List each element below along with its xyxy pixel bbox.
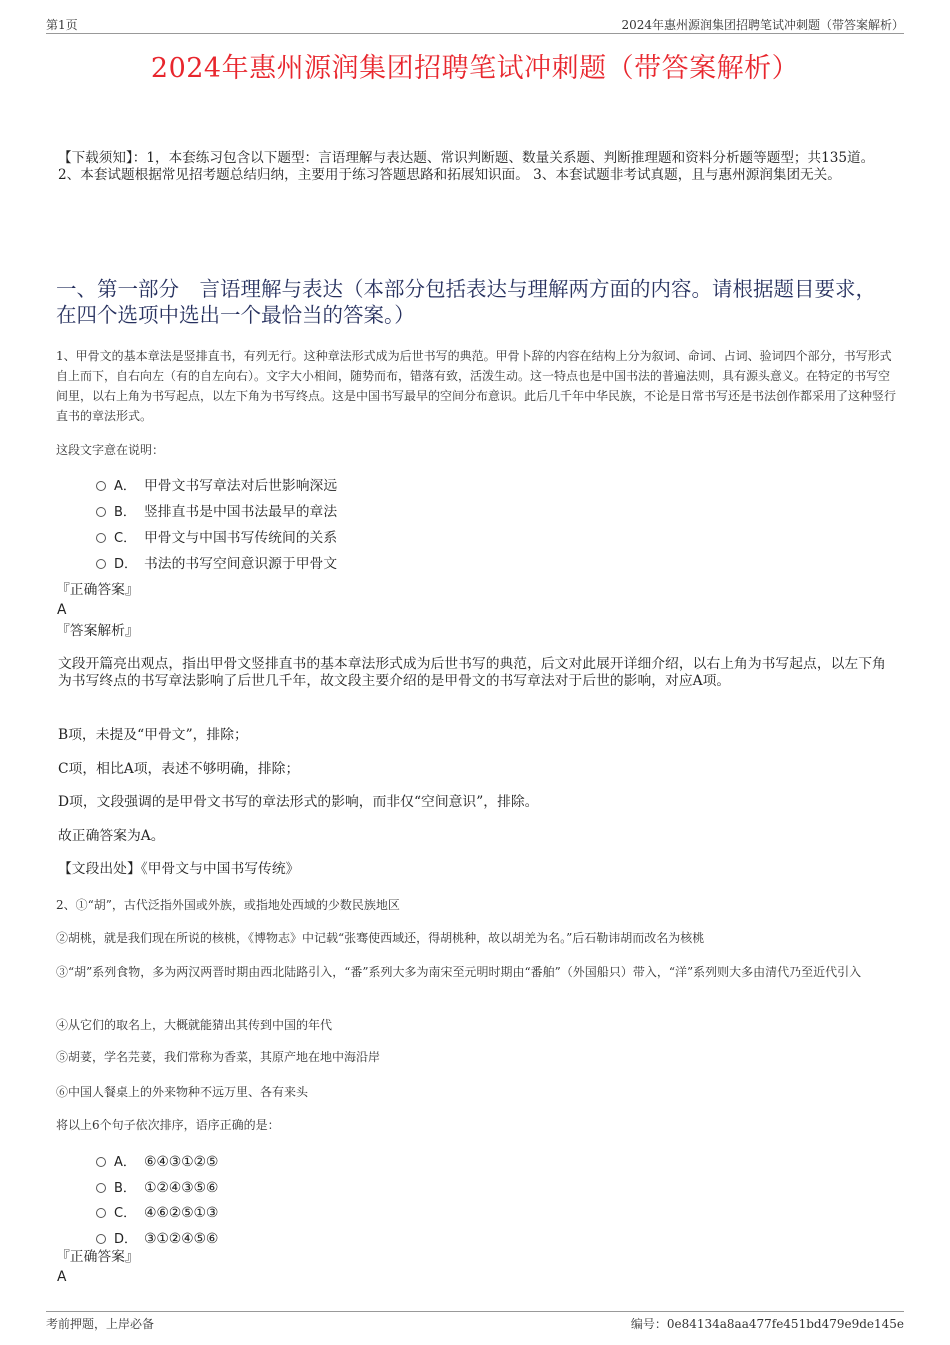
option-letter: B． <box>114 1181 136 1196</box>
q2-line-4: ④从它们的取名上，大概就能猜出其传到中国的年代 <box>56 1018 333 1032</box>
header-rule <box>46 33 904 34</box>
q1-option-c[interactable] <box>96 528 337 548</box>
radio-icon[interactable] <box>96 1234 106 1244</box>
section-heading: 一、第一部分 言语理解与表达（本部分包括表达与理解两方面的内容。请根据题目要求，在四个选项中选出一个最恰当的答案。） <box>56 277 876 327</box>
footer-rule <box>46 1311 904 1312</box>
q2-answer: A <box>57 1269 67 1285</box>
option-letter: B． <box>114 505 136 520</box>
q1-option-d[interactable] <box>96 554 337 574</box>
option-letter: D． <box>114 1232 138 1247</box>
footer-slogan: 考前押题，上岸必备 <box>46 1317 155 1331</box>
q2-answer-label: 『正确答案』 <box>56 1249 139 1265</box>
page-number: 第1页 <box>46 18 78 32</box>
q2-line-2: ②胡桃，就是我们现在所说的核桃，《博物志》中记载“张骞使西域还，得胡桃种，故以胡羌为名。”后石勒讳胡而改名为核桃 <box>56 931 705 945</box>
q2-option-c[interactable] <box>96 1203 218 1223</box>
q1-analysis-label: 『答案解析』 <box>56 623 139 639</box>
page-title: 2024年惠州源润集团招聘笔试冲刺题（带答案解析） <box>150 53 800 84</box>
radio-icon[interactable] <box>96 1208 106 1218</box>
q1-analysis-b: B项，未提及“甲骨文”，排除； <box>58 727 248 743</box>
q1-answer: A <box>57 602 67 618</box>
option-text: ①②④③⑤⑥ <box>144 1180 219 1196</box>
radio-icon[interactable] <box>96 533 106 543</box>
option-text: ④⑥②⑤①③ <box>144 1205 219 1221</box>
option-letter: D． <box>114 557 138 572</box>
q2-line-6: ⑥中国人餐桌上的外来物种不远万里、各有来头 <box>56 1085 309 1099</box>
radio-icon[interactable] <box>96 559 106 569</box>
q1-source: 【文段出处】《甲骨文与中国书写传统》 <box>58 861 300 877</box>
option-text: 甲骨文书写章法对后世影响深远 <box>144 478 338 494</box>
q1-answer-label: 『正确答案』 <box>56 582 139 598</box>
q2-line-5: ⑤胡荽，学名芫荽，我们常称为香菜，其原产地在地中海沿岸 <box>56 1050 381 1064</box>
q2-option-b[interactable] <box>96 1178 218 1198</box>
q2-line-3: ③“胡”系列食物，多为两汉两晋时期由西北陆路引入，“番”系列大多为南宋至元明时期由“番舶”（外国船只）带入，“洋”系列则大多由清代乃至近代引入 <box>56 965 862 979</box>
option-text: 甲骨文与中国书写传统间的关系 <box>144 530 338 546</box>
q2-option-d[interactable] <box>96 1229 218 1249</box>
q1-analysis-c: C项，相比A项，表述不够明确，排除； <box>58 761 300 777</box>
q1-analysis-d: D项，文段强调的是甲骨文书写的章法形式的影响，而非仅“空间意识”，排除。 <box>58 794 539 810</box>
option-text: ③①②④⑤⑥ <box>144 1231 219 1247</box>
q2-line-1: 2、①“胡”，古代泛指外国或外族，或指地处西域的少数民族地区 <box>56 898 400 912</box>
q1-conclusion: 故正确答案为A。 <box>58 828 165 844</box>
download-notice: 【下载须知】：1，本套练习包含以下题型：言语理解与表达题、常识判断题、数量关系题、判断推理题和资料分析题等题型；共135道。 2、本套试题根据常见招考题总结归纳，主要用于练习答题思路和拓展知识面。 3、本套试题非考试真题，且与惠州源润集团无关。 <box>58 150 875 183</box>
q1-option-a[interactable] <box>96 476 337 496</box>
q1-option-b[interactable] <box>96 502 337 522</box>
q2-prompt: 将以上6个句子依次排序，语序正确的是： <box>56 1118 280 1132</box>
option-letter: C． <box>114 1206 137 1221</box>
option-text: ⑥④③①②⑤ <box>144 1154 219 1170</box>
question-1-prompt: 这段文字意在说明： <box>56 443 165 457</box>
radio-icon[interactable] <box>96 507 106 517</box>
header-doc-title: 2024年惠州源润集团招聘笔试冲刺题（带答案解析） <box>621 18 904 32</box>
radio-icon[interactable] <box>96 1157 106 1167</box>
option-text: 书法的书写空间意识源于甲骨文 <box>144 556 338 572</box>
option-letter: C． <box>114 531 137 546</box>
radio-icon[interactable] <box>96 481 106 491</box>
radio-icon[interactable] <box>96 1183 106 1193</box>
question-1-stem: 1、甲骨文的基本章法是竖排直书，有列无行。这种章法形式成为后世书写的典范。甲骨卜辞的内容在结构上分为叙词、命词、占词、验词四个部分，书写形式自上而下，自右向左（有的自左向右）。文字大小相间，随势而布，错落有致，活泼生动。这一特点也是中国书法的普遍法则，具有源头意义。在特定的书写空间里，以右上角为书写起点，以左下角为书写终点。这是中国书写最早的空间分布意识。此后几千年中华民族，不论是日常书写还是书法创作都采用了这种竖行直书的章法形式。 <box>56 349 897 423</box>
option-letter: A． <box>114 479 136 494</box>
q2-option-a[interactable] <box>96 1152 218 1172</box>
option-text: 竖排直书是中国书法最早的章法 <box>144 504 338 520</box>
option-letter: A． <box>114 1155 136 1170</box>
q1-analysis-main: 文段开篇亮出观点，指出甲骨文竖排直书的基本章法形式成为后世书写的典范，后文对此展开详细介绍，以右上角为书写起点，以左下角为书写终点的书写章法影响了后世几千年，故文段主要介绍的是甲骨文的书写章法对于后世的影响，对应A项。 <box>58 656 886 689</box>
footer-doc-id: 编号：0e84134a8aa477fe451bd479e9de145e <box>630 1317 904 1331</box>
